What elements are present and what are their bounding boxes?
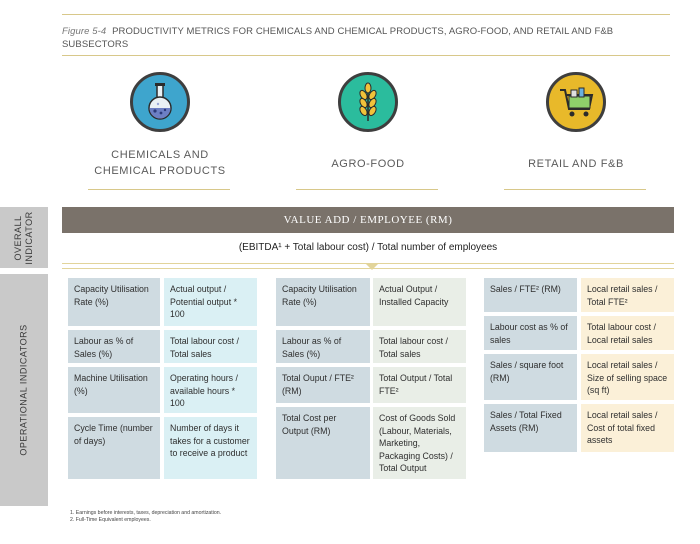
value-add-heading: VALUE ADD / EMPLOYEE (RM)	[62, 207, 674, 233]
chem-metric-1: Capacity Utilisation Rate (%)	[68, 278, 160, 326]
chem-formula-2: Total labour cost / Total sales	[164, 330, 257, 363]
chem-formula-3: Operating hours / available hours * 100	[164, 367, 257, 413]
retail-metric-4: Sales / Total Fixed Assets (RM)	[484, 404, 577, 452]
footnote-2: 2. Full-Time Equivalent employees.	[70, 517, 151, 523]
agro-formula-2: Total labour cost / Total sales	[373, 330, 466, 363]
overall-indicator-label	[13, 211, 35, 264]
sector-label-retail	[496, 156, 656, 172]
figure-title	[62, 25, 662, 51]
agro-metric-3: Total Ouput / FTE² (RM)	[276, 367, 370, 403]
overall-label-line1: OVERALL	[13, 215, 23, 261]
title-top-rule	[62, 14, 670, 15]
agro-formula-3: Total Output / Total FTE²	[373, 367, 466, 403]
agro-formula-1: Actual Output / Installed Capacity	[373, 278, 466, 326]
agro-metric-2: Labour as % of Sales (%)	[276, 330, 370, 363]
retail-metric-1: Sales / FTE² (RM)	[484, 278, 577, 312]
agro-formula-4: Cost of Goods Sold (Labour, Materials, Marketing, Packaging Costs) / Total Output	[373, 407, 466, 479]
value-add-formula: (EBITDA¹ + Total labour cost) / Total number of employees	[238, 242, 498, 253]
chem-metric-3: Machine Utilisation (%)	[68, 367, 160, 413]
sector-underline-chemicals	[88, 189, 230, 190]
sector-label-agro-food	[288, 156, 448, 172]
retail-metric-2: Labour cost as % of sales	[484, 316, 577, 350]
wheat-icon	[338, 72, 398, 132]
sector-label-line: RETAIL AND F&B	[528, 158, 624, 170]
footnotes	[70, 510, 221, 524]
agro-metric-1: Capacity Utilisation Rate (%)	[276, 278, 370, 326]
retail-formula-3: Local retail sales / Size of selling space (sq ft)	[581, 354, 674, 400]
footnote-1: 1. Earnings before interests, taxes, depreciation and amortization.	[70, 510, 222, 516]
overall-label-line2: INDICATOR	[24, 211, 34, 265]
sector-underline-retail	[504, 189, 646, 190]
title-bottom-rule	[62, 55, 670, 56]
sector-label-line: AGRO-FOOD	[331, 158, 405, 170]
operational-indicators-label: OPERATIONAL INDICATORS	[18, 324, 29, 456]
flask-icon	[130, 72, 190, 132]
shopping-cart-icon	[546, 72, 606, 132]
chem-metric-4: Cycle Time (number of days)	[68, 417, 160, 479]
chem-formula-1: Actual output / Potential output * 100	[164, 278, 257, 326]
retail-metric-3: Sales / square foot (RM)	[484, 354, 577, 400]
sector-label-line: CHEMICALS AND	[111, 149, 209, 161]
chem-metric-2: Labour as % of Sales (%)	[68, 330, 160, 363]
sector-underline-agro-food	[296, 189, 438, 190]
chem-formula-4: Number of days it takes for a customer to receive a product	[164, 417, 257, 479]
retail-formula-1: Local retail sales / Total FTE²	[581, 278, 674, 312]
figure-number: Figure 5-4	[62, 26, 107, 37]
agro-metric-4: Total Cost per Output (RM)	[276, 407, 370, 479]
formula-divider-lower	[62, 268, 674, 269]
retail-formula-4: Local retail sales / Cost of total fixed assets	[581, 404, 674, 452]
sector-label-chemicals	[80, 147, 240, 179]
figure-title-text: PRODUCTIVITY METRICS FOR CHEMICALS AND CHEMICAL PRODUCTS, AGRO-FOOD, AND RETAIL AND F&B SUBSECTORS	[62, 26, 614, 50]
sector-label-line: CHEMICAL PRODUCTS	[94, 165, 226, 177]
retail-formula-2: Total labour cost / Local retail sales	[581, 316, 674, 350]
